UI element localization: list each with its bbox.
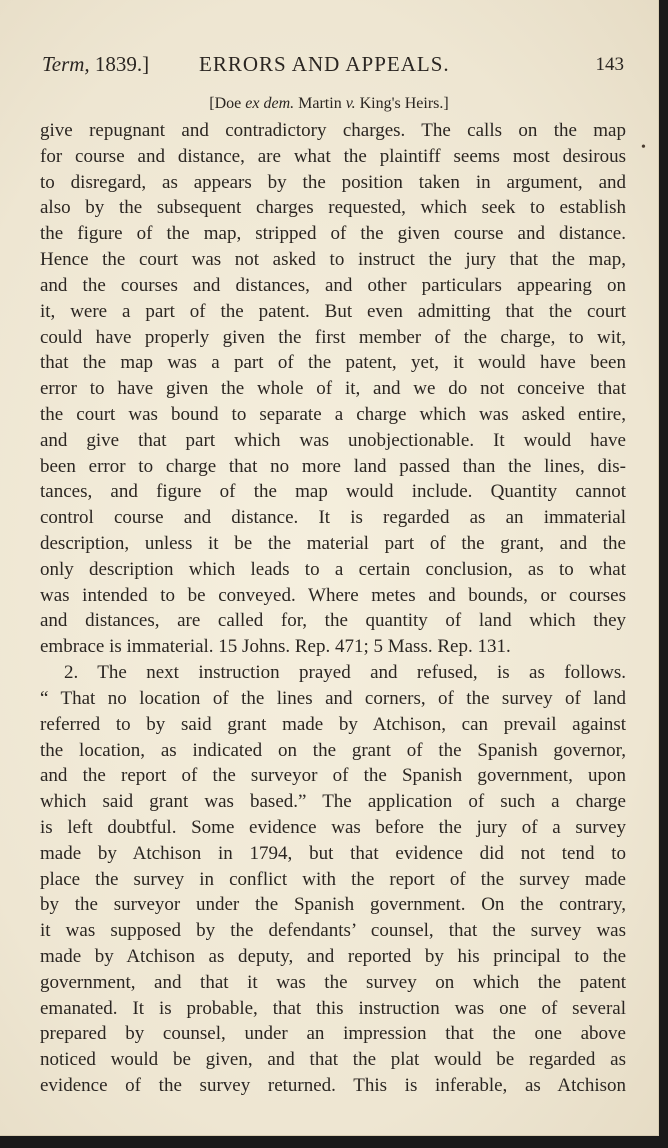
text-line: made by Atchison in 1794, but that evidence did not tend to xyxy=(40,842,626,864)
text-line: also by the subsequent charges requested, which seek to establish xyxy=(40,197,626,219)
caption-defendant: King's Heirs.] xyxy=(355,95,449,112)
text-line: give repugnant and contradictory charges. The calls on the map xyxy=(40,120,626,141)
body-text xyxy=(40,118,626,1099)
text-line: noticed would be given, and that the plat would be regarded as xyxy=(40,1049,626,1071)
text-line: and give that part which was unobjectionable. It would have xyxy=(40,429,626,451)
text-line: could have properly given the first member of the charge, to wit, xyxy=(40,326,626,348)
text-line: and distances, are called for, the quantity of land which they xyxy=(40,610,626,632)
text-line: made by Atchison as deputy, and reported by his principal to the xyxy=(40,946,626,967)
text-line: “ That no location of the lines and corners, of the survey of land xyxy=(40,687,626,709)
term-year: 1839.] xyxy=(89,52,150,76)
text-line: emanated. It is probable, that this instruction was one of several xyxy=(40,997,626,1019)
text-line: which said grant was based.” The application of such a charge xyxy=(40,791,626,813)
text-line: government, and that it was the survey on which the patent xyxy=(40,971,626,993)
text-line: and the courses and distances, and other particulars appearing on xyxy=(40,274,626,296)
text-line-paragraph-end: embrace is immaterial. 15 Johns. Rep. 471; 5 Mass. Rep. 131. xyxy=(40,636,511,658)
text-line: the court was bound to separate a charge which was asked entire, xyxy=(40,403,626,425)
text-line: is left doubtful. Some evidence was before the jury of a survey xyxy=(40,816,626,838)
running-head xyxy=(42,52,624,80)
text-line: evidence of the survey returned. This is inferable, as Atchison xyxy=(40,1075,626,1097)
text-line: referred to by said grant made by Atchison, can prevail against xyxy=(40,713,626,735)
text-line: it was supposed by the defendants’ counsel, that the survey was xyxy=(40,920,626,942)
text-line: the figure of the map, stripped of the given course and distance. xyxy=(40,223,626,245)
margin-mark: • xyxy=(641,140,646,155)
text-line: and the report of the surveyor of the Spanish government, upon xyxy=(40,765,626,787)
text-line: was intended to be conveyed. Where metes and bounds, or courses xyxy=(40,584,626,606)
text-line: been error to charge that no more land passed than the lines, dis- xyxy=(40,455,626,477)
term-word: Term, xyxy=(42,52,90,76)
page-number: 143 xyxy=(595,54,624,75)
caption-ex-dem: ex dem. xyxy=(245,95,295,112)
term-label xyxy=(42,52,149,77)
case-caption xyxy=(0,95,658,113)
text-line: Hence the court was not asked to instruct the jury that the map, xyxy=(40,249,626,271)
text-line: tances, and figure of the map would include. Quantity cannot xyxy=(40,481,626,503)
caption-versus: v. xyxy=(345,95,356,112)
text-line: control course and distance. It is regarded as an immaterial xyxy=(40,507,626,529)
caption-open: [Doe xyxy=(209,95,246,112)
text-line: that the map was a part of the patent, yet, it would have been xyxy=(40,352,626,374)
text-line: error to have given the whole of it, and we do not conceive that xyxy=(40,378,626,400)
text-line: it, were a part of the patent. But even admitting that the court xyxy=(40,300,626,322)
text-line: for course and distance, are what the plaintiff seems most desirous xyxy=(40,145,626,167)
caption-plaintiff: Martin xyxy=(294,95,346,112)
text-line: by the surveyor under the Spanish government. On the contrary, xyxy=(40,894,626,916)
text-line: only description which leads to a certain conclusion, as to what xyxy=(40,558,626,580)
text-line: place the survey in conflict with the report of the survey made xyxy=(40,868,626,890)
section-title: ERRORS AND APPEALS. xyxy=(199,52,450,76)
text-line: to disregard, as appears by the position taken in argument, and xyxy=(40,171,626,193)
text-line: the location, as indicated on the grant of the Spanish governor, xyxy=(40,739,626,761)
text-line: description, unless it be the material part of the grant, and the xyxy=(40,533,626,554)
text-line: prepared by counsel, under an impression that the one above xyxy=(40,1023,626,1045)
text-line-paragraph-start: 2. The next instruction prayed and refused, is as follows. xyxy=(64,662,626,684)
